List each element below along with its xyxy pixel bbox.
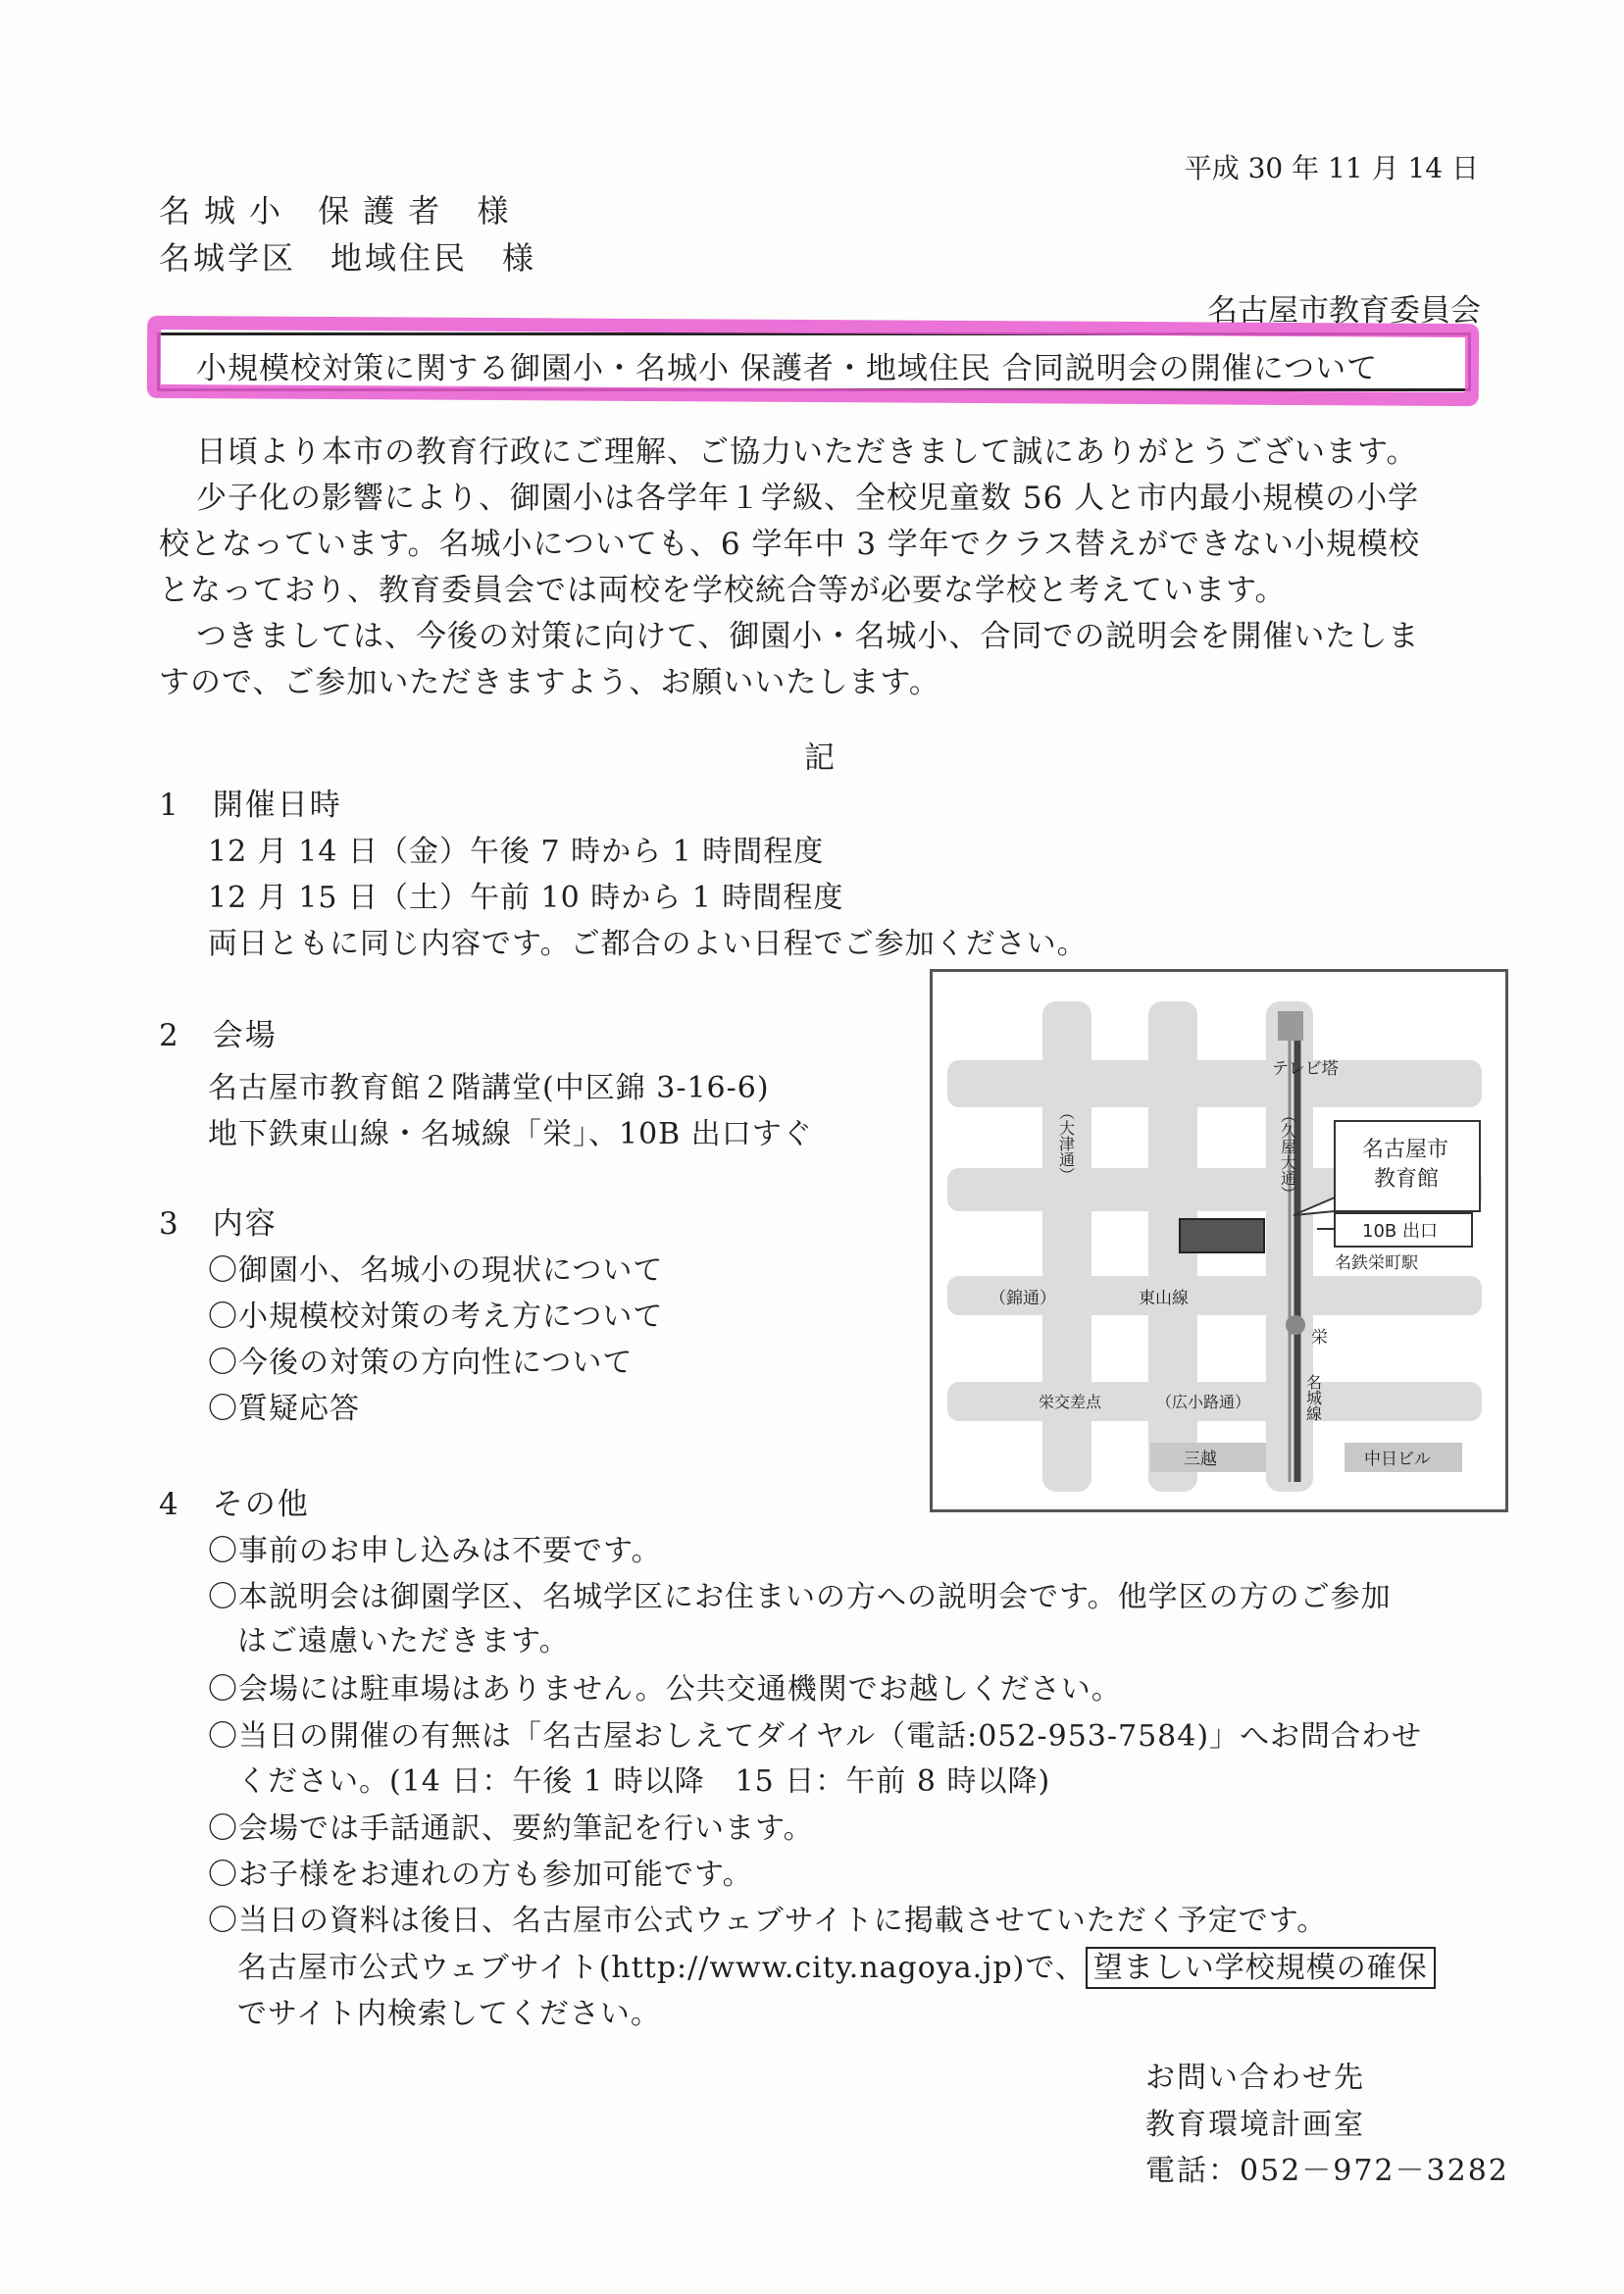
content-item: 〇今後の対策の方向性について [208, 1346, 634, 1380]
schedule-line: 12 月 15 日（土）午前 10 時から 1 時間程度 [208, 881, 844, 915]
label-meijo: 名城線 [1303, 1374, 1323, 1421]
note-item: 〇会場では手話通訳、要約筆記を行います。 [208, 1811, 814, 1846]
label-otsu: （大津通） [1056, 1104, 1076, 1183]
section-heading-contents: 3 内容 [159, 1206, 278, 1242]
note-item: 〇当日の資料は後日、名古屋市公式ウェブサイトに掲載させていただく予定です。 [208, 1904, 1328, 1938]
road-otsu [1042, 1001, 1091, 1492]
contact-phone: 電話：052－972－3282 [1145, 2154, 1509, 2188]
venue-map [930, 969, 1508, 1512]
search-keyword-box: 望ましい学校規模の確保 [1086, 1947, 1436, 1989]
content-item: 〇小規模校対策の考え方について [208, 1300, 664, 1334]
venue-line: 名古屋市教育館２階講堂(中区錦 3-16-6) [208, 1071, 770, 1105]
page-title: 小規模校対策に関する御園小・名城小 保護者・地域住民 合同説明会の開催について [196, 351, 1379, 386]
contact-label: お問い合わせ先 [1145, 2061, 1365, 2095]
note-item: 〇事前のお申し込みは不要です。 [208, 1534, 662, 1568]
contact-office: 教育環境計画室 [1145, 2108, 1365, 2142]
label-nishiki: （錦通） [990, 1289, 1056, 1308]
label-mitsukoshi: 三越 [1184, 1450, 1217, 1469]
note-item: 〇当日の開催の有無は「名古屋おしえてダイヤル（電話:052-953-7584)」へお問合わせ [208, 1719, 1423, 1754]
label-meitetsu: 名鉄栄町駅 [1335, 1253, 1418, 1273]
section-heading-venue: 2 会場 [159, 1018, 278, 1053]
label-hirokoji: （広小路通） [1156, 1393, 1251, 1411]
schedule-note: 両日ともに同じ内容です。ご都合のよい日程でご参加ください。 [208, 927, 1088, 961]
content-item: 〇御園小、名城小の現状について [208, 1253, 664, 1288]
sender: 名古屋市教育委員会 [1207, 293, 1481, 329]
label-sakae-intersection: 栄交差点 [1039, 1393, 1102, 1411]
tv-tower-mark [1278, 1011, 1303, 1041]
body-line: つきましては、今後の対策に向けて、御園小・名城小、合同での説明会を開催いたしま [196, 619, 1420, 654]
body-line: すので、ご参加いただきますよう、お願いいたします。 [159, 665, 940, 700]
schedule-line: 12 月 14 日（金）午後 7 時から 1 時間程度 [208, 835, 825, 869]
date: 平成 30 年 11 月 14 日 [1184, 152, 1479, 184]
label-sakae: 栄 [1311, 1328, 1328, 1348]
sakae-station-mark [1286, 1315, 1305, 1335]
venue-line: 地下鉄東山線・名城線「栄」、10B 出口すぐ [208, 1117, 813, 1151]
map-graphic [933, 972, 1505, 1509]
road-top [947, 1060, 1482, 1107]
label-kyoikukan-1: 名古屋市 [1362, 1138, 1449, 1162]
recipient-residents: 名城学区 地域住民 様 [159, 239, 537, 277]
body-line: 校となっています。名城小についても、6 学年中 3 学年でクラス替えができない小規模校 [159, 527, 1420, 562]
body-line: 日頃より本市の教育行政にご理解、ご協力いただきまして誠にありがとうございます。 [196, 434, 1418, 470]
note-item: 〇会場には駐車場はありません。公共交通機関でお越しください。 [208, 1672, 1122, 1707]
section-heading-datetime: 1 開催日時 [159, 788, 342, 823]
content-item: 〇質疑応答 [208, 1392, 360, 1426]
section-heading-other: 4 その他 [159, 1487, 310, 1522]
website-text: 名古屋市公式ウェブサイト(http://www.city.nagoya.jp)で、 [237, 1951, 1086, 1985]
venue-building [1180, 1219, 1264, 1252]
note-item-cont: でサイト内検索してください。 [237, 1997, 661, 2031]
note-item: 〇本説明会は御園学区、名城学区にお住まいの方への説明会です。他学区の方のご参加 [208, 1580, 1392, 1614]
venue-callout [1335, 1121, 1480, 1211]
website-line [237, 1943, 1436, 1986]
label-exit: 10B 出口 [1362, 1221, 1438, 1242]
label-chunichi: 中日ビル [1364, 1450, 1431, 1469]
ki-heading: 記 [804, 740, 835, 776]
body-line: となっており、教育委員会では両校を学校統合等が必要な学校と考えています。 [159, 573, 1287, 608]
label-kyoikukan-2: 教育館 [1374, 1167, 1440, 1192]
note-item-cont: はご遠慮いただきます。 [237, 1624, 570, 1658]
label-tv-tower: テレビ塔 [1272, 1059, 1339, 1079]
recipient-parents: 名城小 保護者 様 [159, 192, 523, 229]
body-line: 少子化の影響により、御園小は各学年１学級、全校児童数 56 人と市内最小規模の小学 [196, 481, 1420, 516]
label-higashiyama: 東山線 [1139, 1289, 1189, 1308]
label-hisaya: （久屋大通） [1278, 1107, 1297, 1201]
note-item-cont: ください。(14 日：午後 1 時以降 15 日：午前 8 時以降) [237, 1764, 1051, 1799]
note-item: 〇お子様をお連れの方も参加可能です。 [208, 1858, 753, 1892]
